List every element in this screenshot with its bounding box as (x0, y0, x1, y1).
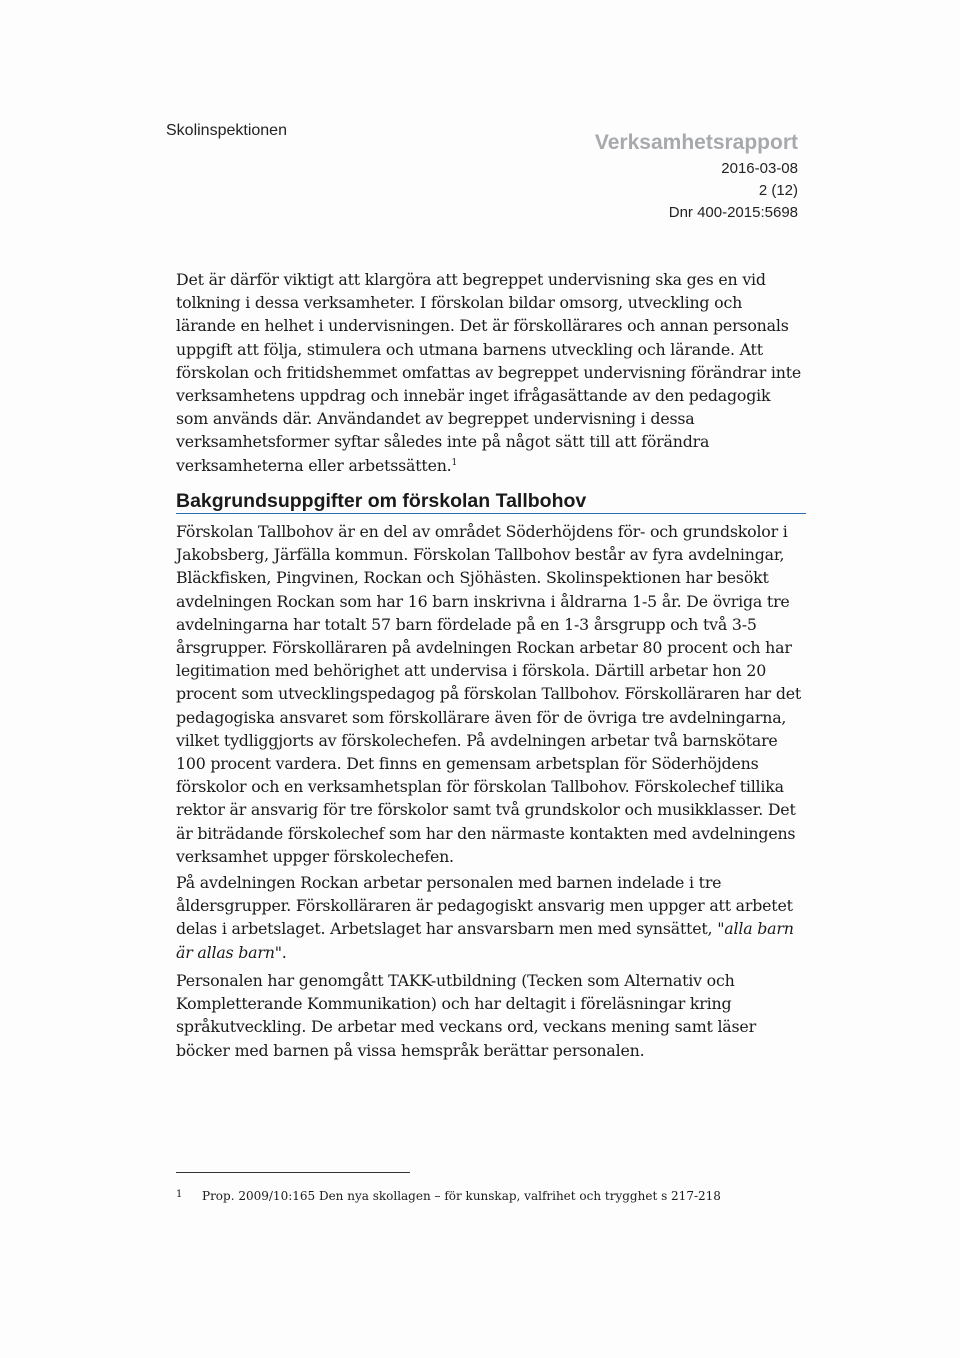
background-paragraph-3 (176, 969, 806, 1062)
background-paragraph-2 (176, 871, 806, 964)
organization-name: Skolinspektionen (166, 122, 287, 139)
heading-underline (176, 513, 806, 514)
quote-text: "alla barn är allas barn" (176, 919, 794, 962)
document-header (595, 130, 798, 224)
background-paragraph-3-text: Personalen har genomgått TAKK-utbildning (Tecken som Alternativ och Kompletterande Kommunikation) och har deltagit i föreläsningar kring språkutveckling. De arbetar med veckans ord, veckans mening samt läser böcker med barnen på vissa hemspråk berättar personalen. (176, 971, 756, 1060)
footnote-number: 1 (176, 1189, 183, 1200)
page-number: 2 (12) (758, 182, 798, 199)
intro-paragraph (176, 268, 806, 477)
background-paragraph-2-text: På avdelningen Rockan arbetar personalen med barnen indelade i tre åldersgrupper. Förskolläraren är pedagogiskt ansvarig men uppger att arbetet delas i arbetslaget. Arbetslaget har ansvarsbarn men med synsättet, (176, 873, 793, 939)
footnote-separator (176, 1172, 410, 1173)
background-paragraph-1-text: Förskolan Tallbohov är en del av området Söderhöjdens för- och grundskolor i Jakobsberg, Järfälla kommun. Förskolan Tallbohov består av fyra avdelningar, Bläckfisken, Pingvinen, Rockan och Sjöhästen. Skolinspektionen har besökt avdelningen Rockan som har 16 barn inskrivna i åldrarna 1-5 år. De övriga tre avdelningarna har totalt 57 barn fördelade på en 1-3 årsgrupp och två 3-5 årsgrupper. Förskolläraren på avdelningen Rockan arbetar 80 procent och har legitimation med behörighet att undervisa i förskola. Därtill arbetar hon 20 procent som utvecklingspedagog på förskolan Tallbohov. Förskolläraren har det pedagogiska ansvaret som förskollärare även för de övriga tre avdelningarna, vilket tydliggjorts av förskolechefen. På avdelningen arbetar två barnskötare 100 procent vardera. Det finns en gemensam arbetsplan för Söderhöjdens förskolor och en verksamhetsplan för förskolan Tallbohov. Förskolechef tillika rektor är ansvarig för tre förskolor samt två grundskolor och musikklasser. Det är biträdande förskolechef som har den närmaste kontakten med avdelningens verksamhet uppger förskolechefen. (176, 522, 802, 866)
footnote-text: Prop. 2009/10:165 Den nya skollagen – för kunskap, valfrihet och trygghet s 217-218 (202, 1189, 721, 1203)
intro-paragraph-text: Det är därför viktigt att klargöra att begreppet undervisning ska ges en vid tolkning i dessa verksamheter. I förskolan bildar omsorg, utveckling och lärande en helhet i undervisningen. Det är förskollärares och annan personals uppgift att följa, stimulera och utmana barnens utveckling och lärande. Att förskolan och fritidshemmet omfattas av begreppet undervisning förändrar inte verksamhetens uppdrag och innebär inget ifrågasättande av den pedagogik som används där. Användandet av begreppet undervisning i dessa verksamhetsformer syftar således inte på något sätt till att förändra verksamheterna eller arbetssätten. (176, 270, 802, 475)
section-heading: Bakgrundsuppgifter om förskolan Tallbohov (176, 490, 587, 512)
footnote (176, 1186, 806, 1205)
footnote-reference[interactable]: 1 (451, 457, 458, 468)
document-title: Verksamhetsrapport (594, 131, 798, 154)
background-paragraph-1 (176, 520, 806, 868)
document-date: 2016-03-08 (721, 160, 798, 177)
diary-number: Dnr 400-2015:5698 (668, 204, 798, 221)
quote-period: . (281, 942, 287, 962)
